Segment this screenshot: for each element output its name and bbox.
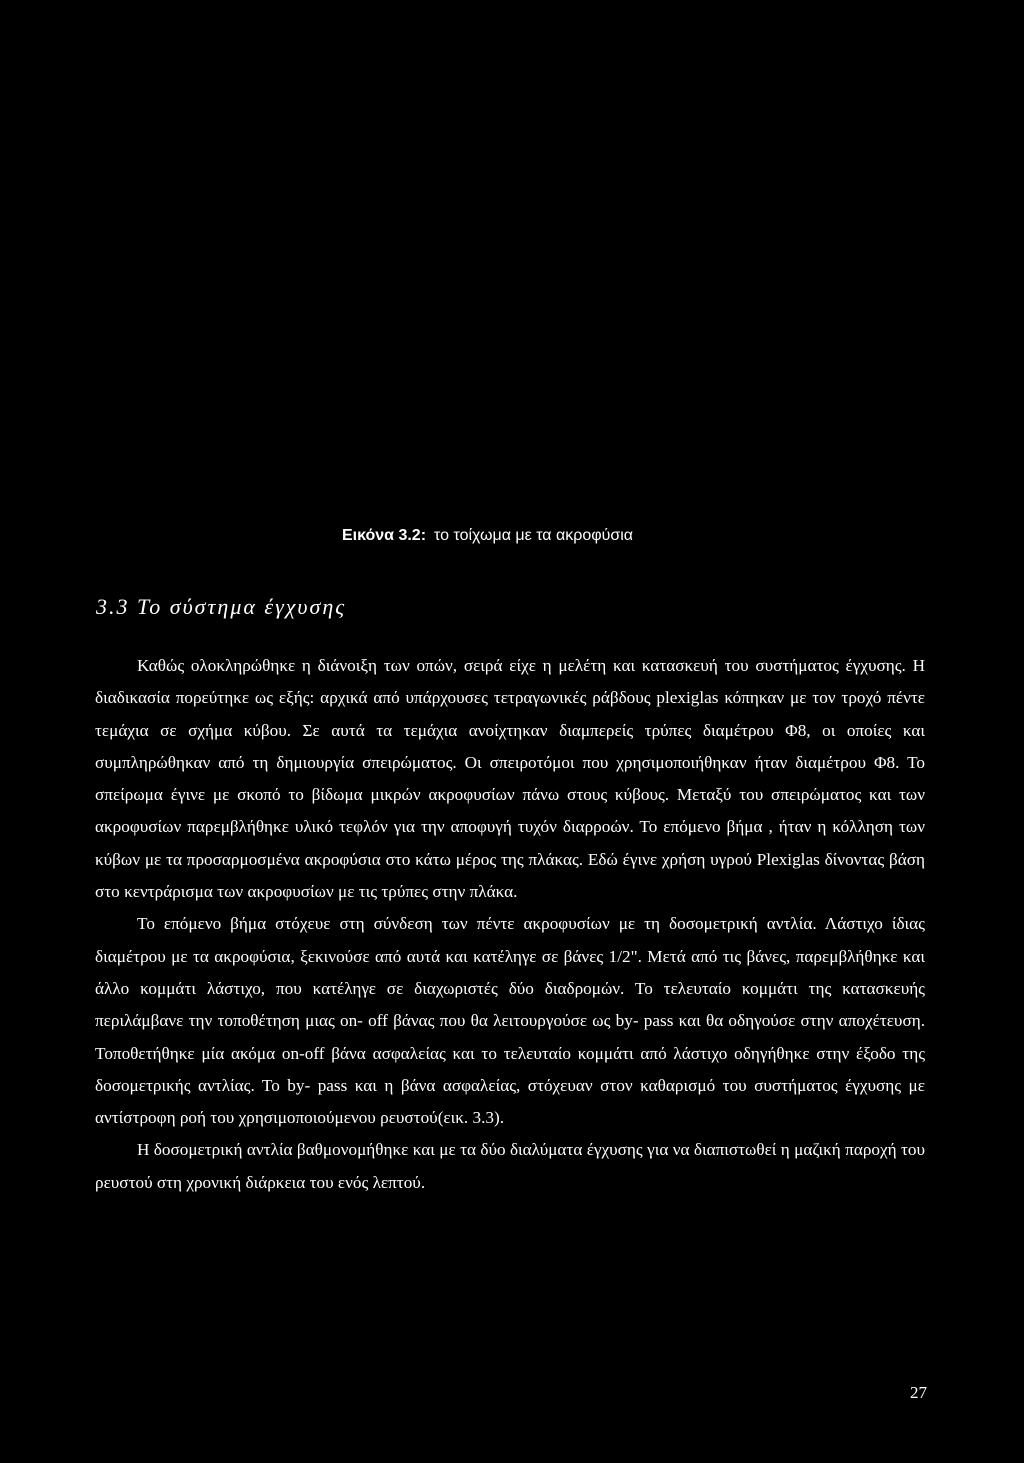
section-heading: 3.3 Το σύστημα έγχυσης xyxy=(96,594,347,619)
body-text xyxy=(95,650,925,1199)
figure-caption xyxy=(342,527,633,545)
paragraph-1: Καθώς ολοκληρώθηκε η διάνοιξη των οπών, σειρά είχε η μελέτη και κατασκευή του συστήματος έγχυσης. Η διαδικασία πορεύτηκε ως εξής: αρχικά από υπάρχουσες τετραγωνικές ράβδους plexiglas κόπηκαν με τον τροχό πέντε τεμάχια σε σχήμα κύβου. Σε αυτά τα τεμάχια ανοίχτηκαν διαμπερείς τρύπες διαμέτρου Φ8, οι οποίες και συμπληρώθηκαν από τη δημιουργία σπειρώματος. Οι σπειροτόμοι που χρησιμοποιήθηκαν ήταν διαμέτρου Φ8. Το σπείρωμα έγινε με σκοπό το βίδωμα μικρών ακροφυσίων πάνω στους κύβους. Μεταξύ του σπειρώματος και των ακροφυσίων παρεμβλήθηκε υλικό τεφλόν για την αποφυγή τυχόν διαρροών. Το επόμενο βήμα , ήταν η κόλληση των κύβων με τα προσαρμοσμένα ακροφύσια στο κάτω μέρος της πλάκας. Εδώ έγινε χρήση υγρού Plexiglas δίνοντας βάση στο κεντράρισμα των ακροφυσίων με τις τρύπες στην πλάκα. xyxy=(95,656,925,902)
paragraph-2: Το επόμενο βήμα στόχευε στη σύνδεση των πέντε ακροφυσίων με τη δοσομετρική αντλία. Λάστιχο ίδιας διαμέτρου με τα ακροφύσια, ξεκινούσε από αυτά και κατέληγε σε βάνες 1/2". Μετά από τις βάνες, παρεμβλήθηκε και άλλο κομμάτι λάστιχο, που κατέληγε σε διαχωριστές δύο διαδρομών. Το τελευταίο κομμάτι της κατασκευής περιλάμβανε την τοποθέτηση μιας on- off βάνας που θα λειτουργούσε ως by- pass και θα οδηγούσε στην αποχέτευση. Τοποθετήθηκε μία ακόμα on-off βάνα ασφαλείας και το τελευταίο κομμάτι από λάστιχο οδηγήθηκε στην έξοδο της δοσομετρικής αντλίας. Το by- pass και η βάνα ασφαλείας, στόχευαν στον καθαρισμό του συστήματος έγχυσης με αντίστροφη ροή του χρησιμοποιούμενου ρευστού(εικ. 3.3). xyxy=(95,914,925,1128)
figure-caption-label: Εικόνα 3.2: xyxy=(342,527,427,544)
figure-image-area xyxy=(0,0,1024,500)
paragraph-3: Η δοσομετρική αντλία βαθμονομήθηκε και με τα δύο διαλύματα έγχυσης για να διαπιστωθεί η μαζική παροχή του ρευστού στη χρονική διάρκεια του ενός λεπτού. xyxy=(95,1140,925,1192)
page-number: 27 xyxy=(910,1383,927,1402)
figure-caption-text: το τοίχωμα με τα ακροφύσια xyxy=(434,527,634,544)
